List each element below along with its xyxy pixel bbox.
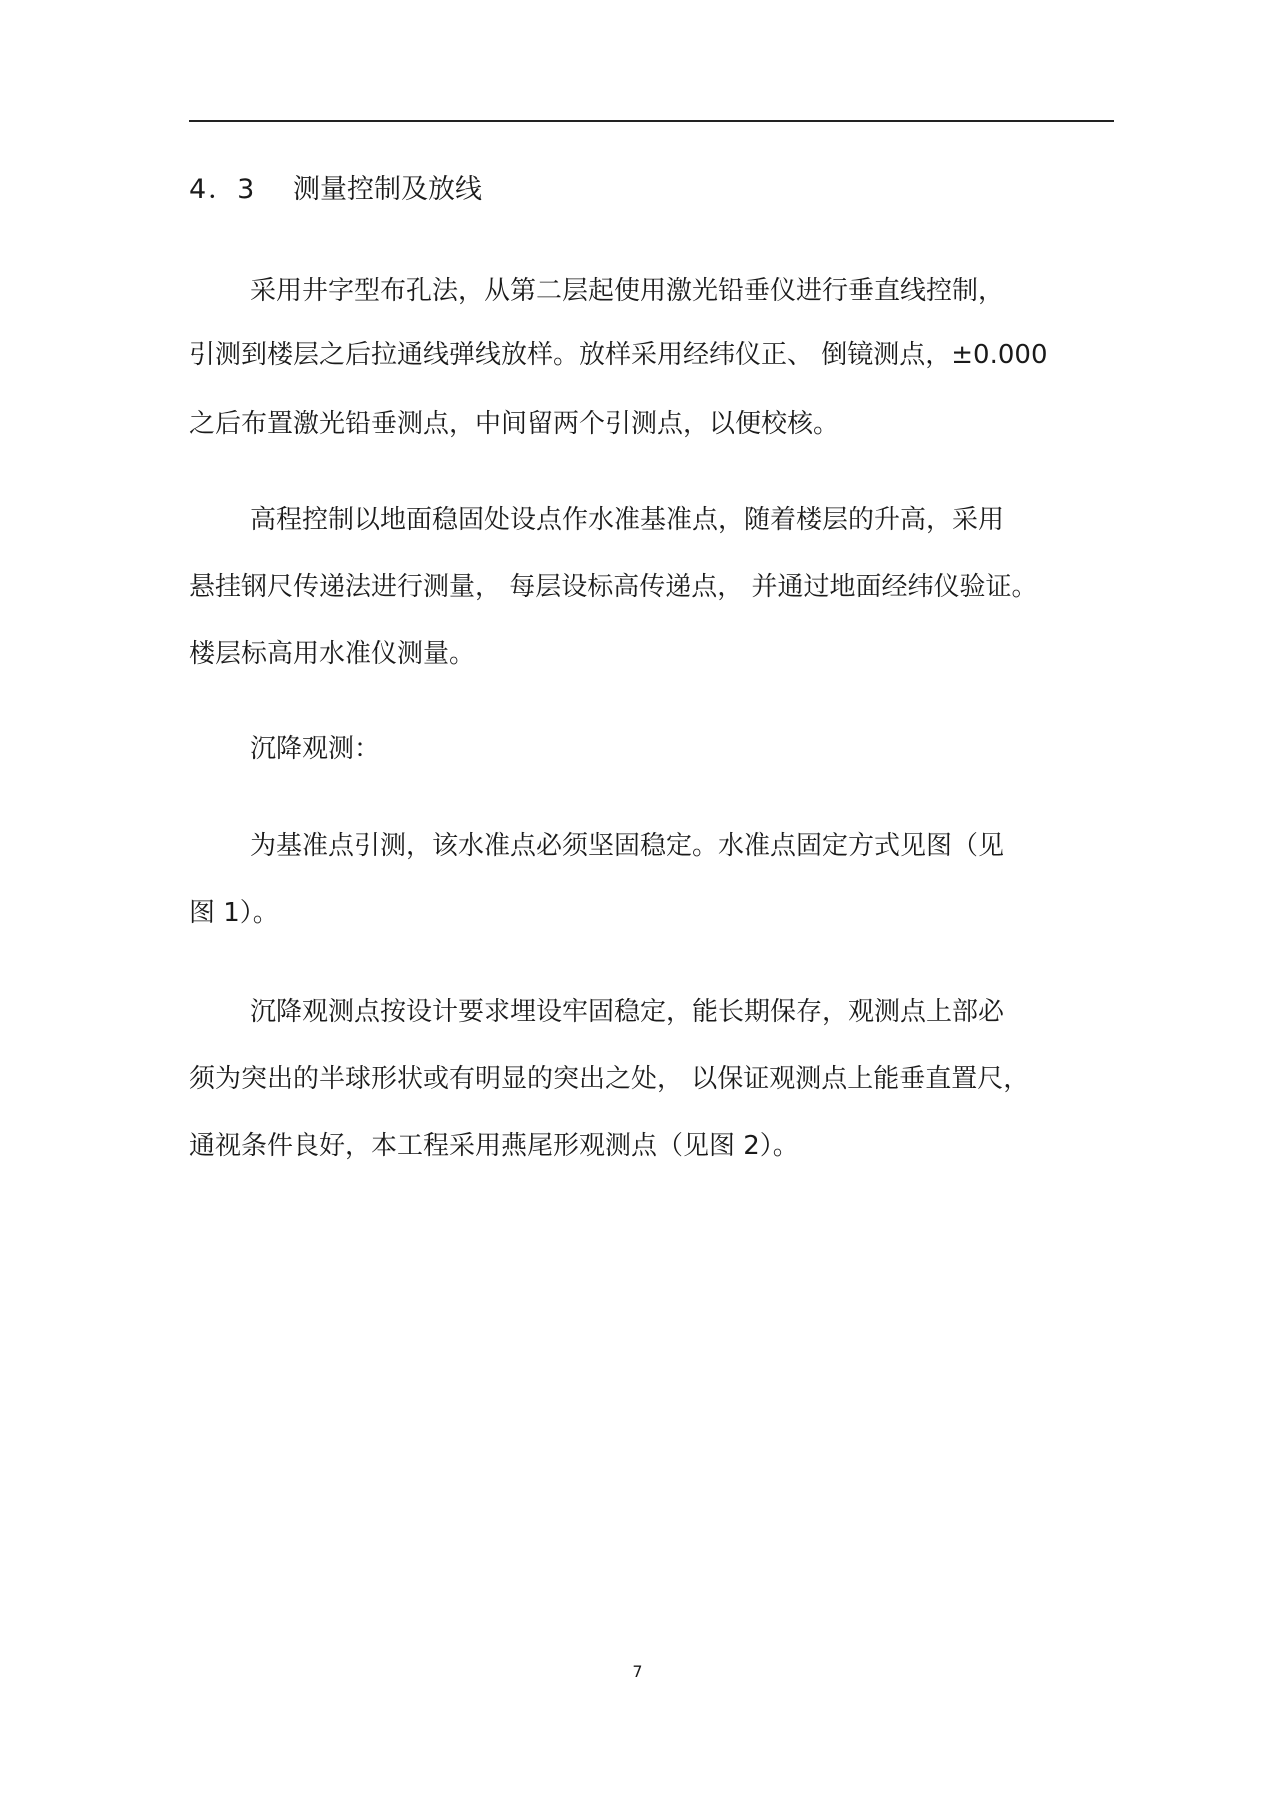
paragraph-line: 须为突出的半球形状或有明显的突出之处， 以保证观测点上能垂直置尺， [189, 1064, 1030, 1094]
paragraph-line: 之后布置激光铅垂测点，中间留两个引测点，以便校核。 [189, 409, 840, 439]
page-number: 7 [632, 1662, 643, 1681]
paragraph-line: 高程控制以地面稳固处设点作水准基准点，随着楼层的升高，采用 [250, 505, 1005, 535]
paragraph-line: 引测到楼层之后拉通线弹线放样。放样采用经纬仪正、 倒镜测点，±0.000 [189, 340, 1048, 370]
section-number: 4．3 [189, 174, 257, 205]
paragraph-line: 图 1）。 [189, 898, 279, 928]
paragraph-line: 沉降观测点按设计要求埋设牢固稳定，能长期保存，观测点上部必 [250, 997, 1005, 1027]
paragraph-line: 通视条件良好，本工程采用燕尾形观测点（见图 2）。 [189, 1131, 799, 1161]
paragraph-line: 楼层标高用水准仪测量。 [189, 639, 476, 669]
paragraph-line: 沉降观测： [250, 734, 381, 764]
section-title: 测量控制及放线 [293, 174, 482, 205]
paragraph-line: 为基准点引测，该水准点必须坚固稳定。水准点固定方式见图（见 [250, 831, 1005, 861]
paragraph-line: 采用井字型布孔法，从第二层起使用激光铅垂仪进行垂直线控制， [250, 276, 1005, 306]
header-rule [189, 120, 1114, 122]
paragraph-line: 悬挂钢尺传递法进行测量， 每层设标高传递点， 并通过地面经纬仪验证。 [189, 572, 1038, 602]
section-heading [189, 170, 482, 210]
